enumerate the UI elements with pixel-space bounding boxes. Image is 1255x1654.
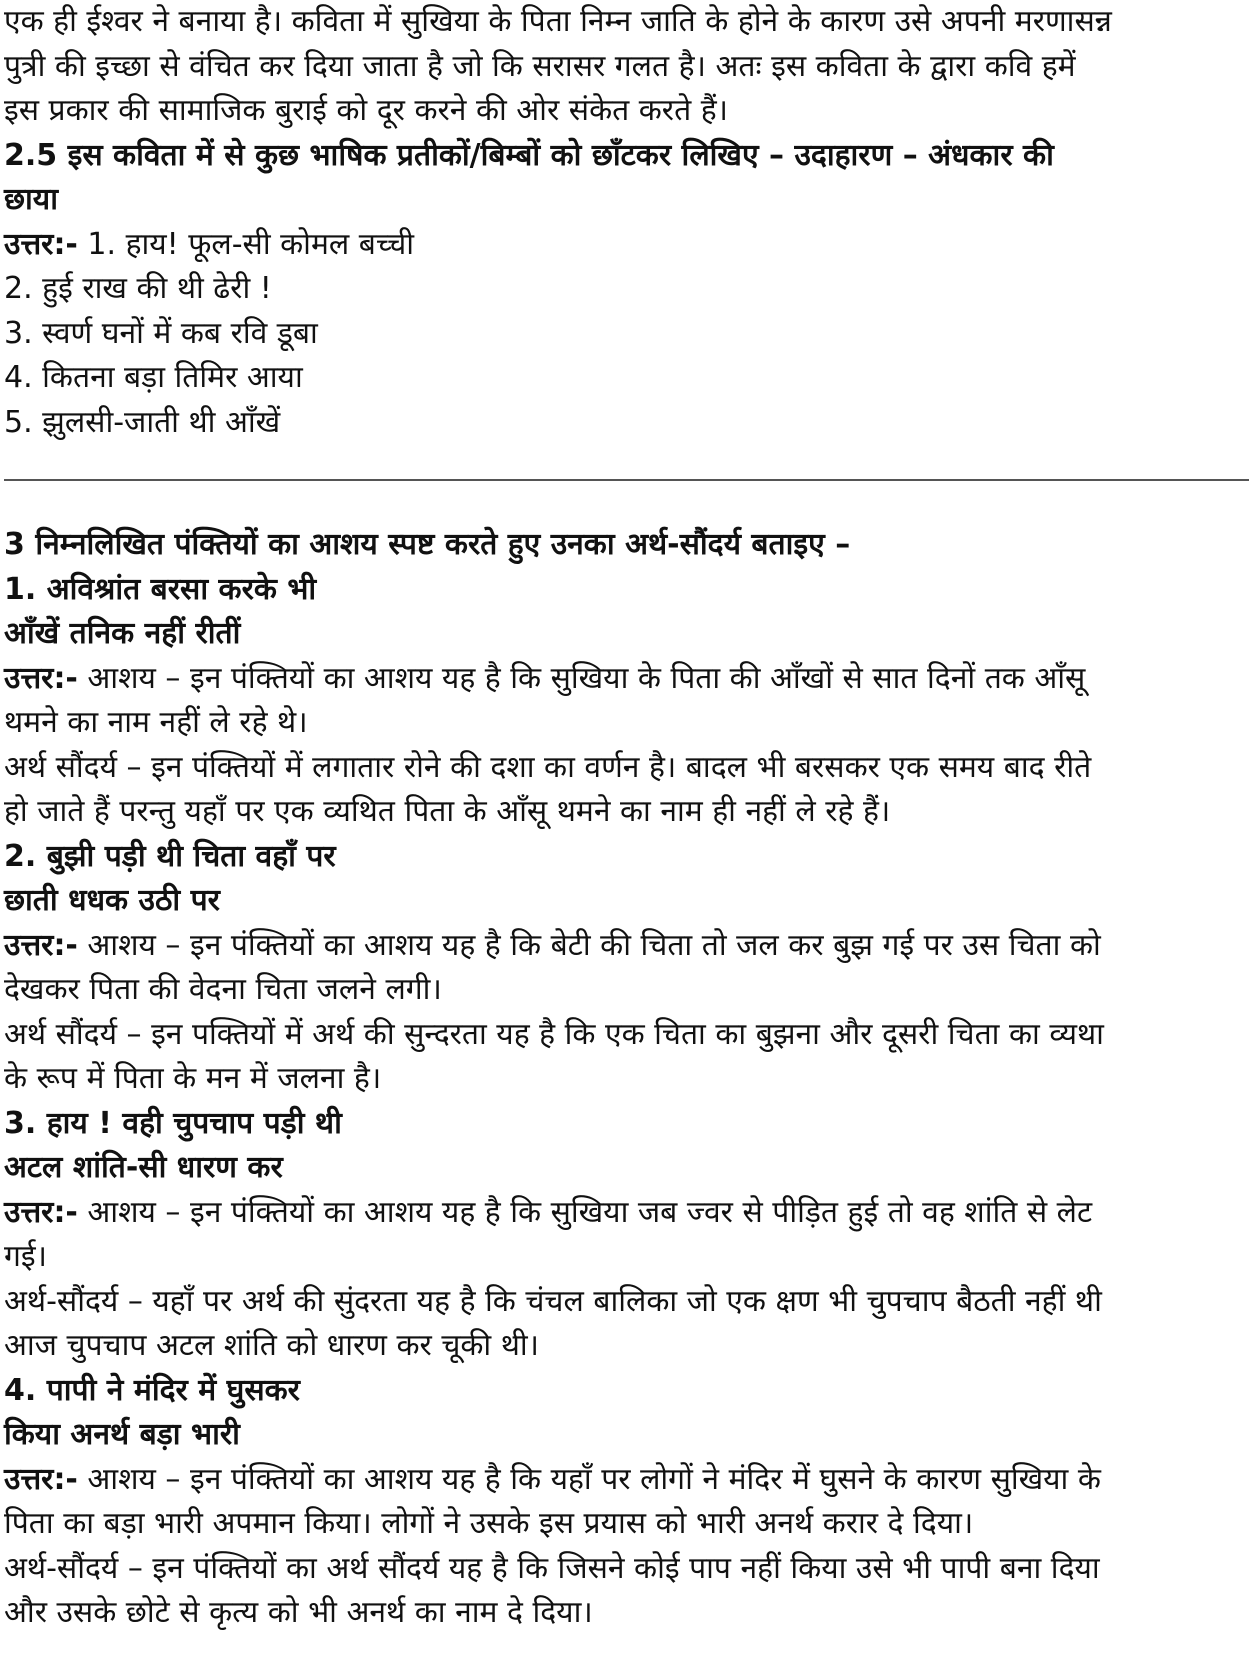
answer-label: उत्तर:-	[4, 226, 78, 262]
verse-line: 1. अविश्रांत बरसा करके भी	[4, 571, 317, 607]
aashay-text: आशय – इन पंक्तियों का आशय यह है कि यहाँ पर लोगों ने मंदिर में घुसने के कारण सुखिया के	[77, 1461, 1101, 1497]
verse-item-2	[4, 835, 1249, 1102]
paragraph-line: एक ही ईश्वर ने बनाया है। कविता में सुखिया के पिता निम्न जाति के होने के कारण उसे अपनी मरणासन्न	[4, 4, 1112, 39]
aashay-line	[4, 1458, 1249, 1503]
answer-2-5	[4, 223, 1249, 446]
aashay-line: थमने का नाम नहीं ले रहे थे।	[4, 705, 308, 740]
question-line: छाया	[4, 182, 58, 217]
saundarya-line: अर्थ सौंदर्य – इन पंक्तियों में लगातार रोने की दशा का वर्णन है। बादल भी बरसकर एक समय बाद रीते	[4, 749, 1092, 785]
aashay-line	[4, 1191, 1249, 1236]
aashay-line	[4, 657, 1249, 702]
verse-line: 4. पापी ने मंदिर में घुसकर	[4, 1372, 300, 1408]
section-heading: 3 निम्नलिखित पंक्तियों का आशय स्पष्ट करते हुए उनका अर्थ-सौंदर्य बताइए –	[4, 527, 851, 562]
saundarya-line: आज चुपचाप अटल शांति को धारण कर चूकी थी।	[4, 1328, 540, 1363]
question-2-5	[4, 134, 1249, 223]
answer-label: उत्तर:-	[4, 660, 78, 696]
verse-line: अटल शांति-सी धारण कर	[4, 1150, 283, 1185]
saundarya-line: हो जाते हैं परन्तु यहाँ पर एक व्यथित पिता के आँसू थमने का नाम ही नहीं ले रहे हैं।	[4, 794, 891, 829]
answer-label: उत्तर:-	[4, 927, 78, 963]
answer-item: 3. स्वर्ण घनों में कब रवि डूबा	[4, 315, 318, 351]
saundarya-line: अर्थ सौंदर्य – इन पक्तियों में अर्थ की सुन्दरता यह है कि एक चिता का बुझना और दूसरी चिता का व्यथा	[4, 1016, 1104, 1052]
saundarya-line: अर्थ-सौंदर्य – इन पंक्तियों का अर्थ सौंदर्य यह है कि जिसने कोई पाप नहीं किया उसे भी पापी बना दिया	[4, 1550, 1100, 1586]
intro-paragraph	[4, 0, 1249, 134]
saundarya-line: के रूप में पिता के मन में जलना है।	[4, 1061, 382, 1096]
question-line: 2.5 इस कविता में से कुछ भाषिक प्रतीकों/बिम्बों को छाँटकर लिखिए – उदाहारण – अंधकार की	[4, 137, 1054, 173]
verse-line: किया अनर्थ बड़ा भारी	[4, 1417, 240, 1452]
document-page	[4, 0, 1249, 1636]
saundarya-line: अर्थ-सौंदर्य – यहाँ पर अर्थ की सुंदरता यह है कि चंचल बालिका जो एक क्षण भी चुपचाप बैठती नहीं थी	[4, 1283, 1102, 1319]
answer-label: उत्तर:-	[4, 1194, 78, 1230]
saundarya-line: और उसके छोटे से कृत्य को भी अनर्थ का नाम दे दिया।	[4, 1595, 593, 1630]
answer-label: उत्तर:-	[4, 1461, 78, 1497]
verse-line: छाती धधक उठी पर	[4, 883, 220, 918]
verse-item-3	[4, 1102, 1249, 1369]
answer-item: 4. कितना बड़ा तिमिर आया	[4, 360, 303, 395]
aashay-line: पिता का बड़ा भारी अपमान किया। लोगों ने उसके इस प्रयास को भारी अनर्थ करार दे दिया।	[4, 1506, 974, 1541]
aashay-text: आशय – इन पंक्तियों का आशय यह है कि सुखिया के पिता की आँखों से सात दिनों तक आँसू	[77, 660, 1086, 696]
paragraph-line: इस प्रकार की सामाजिक बुराई को दूर करने की ओर संकेत करते हैं।	[4, 93, 729, 128]
section-divider	[4, 479, 1249, 481]
answer-item: 1. हाय! फूल-सी कोमल बच्ची	[77, 226, 415, 262]
answer-item: 5. झुलसी-जाती थी आँखें	[4, 404, 281, 440]
verse-line: 2. बुझी पड़ी थी चिता वहाँ पर	[4, 838, 336, 874]
verse-item-1	[4, 568, 1249, 835]
verse-line: आँखें तनिक नहीं रीतीं	[4, 616, 241, 651]
paragraph-line: पुत्री की इच्छा से वंचित कर दिया जाता है जो कि सरासर गलत है। अतः इस कविता के द्वारा कवि हमें	[4, 48, 1076, 84]
answer-item: 2. हुई राख की थी ढेरी !	[4, 271, 272, 306]
answer-line	[4, 223, 1249, 268]
verse-line: 3. हाय ! वही चुपचाप पड़ी थी	[4, 1105, 342, 1141]
aashay-line: गई।	[4, 1239, 47, 1274]
aashay-text: आशय – इन पंक्तियों का आशय यह है कि सुखिया जब ज्वर से पीड़ित हुई तो वह शांति से लेट	[77, 1194, 1093, 1230]
verse-item-4	[4, 1369, 1249, 1636]
aashay-line: देखकर पिता की वेदना चिता जलने लगी।	[4, 972, 442, 1007]
aashay-line	[4, 924, 1249, 969]
aashay-text: आशय – इन पंक्तियों का आशय यह है कि बेटी की चिता तो जल कर बुझ गई पर उस चिता को	[77, 927, 1101, 963]
section-3	[4, 523, 1249, 1636]
